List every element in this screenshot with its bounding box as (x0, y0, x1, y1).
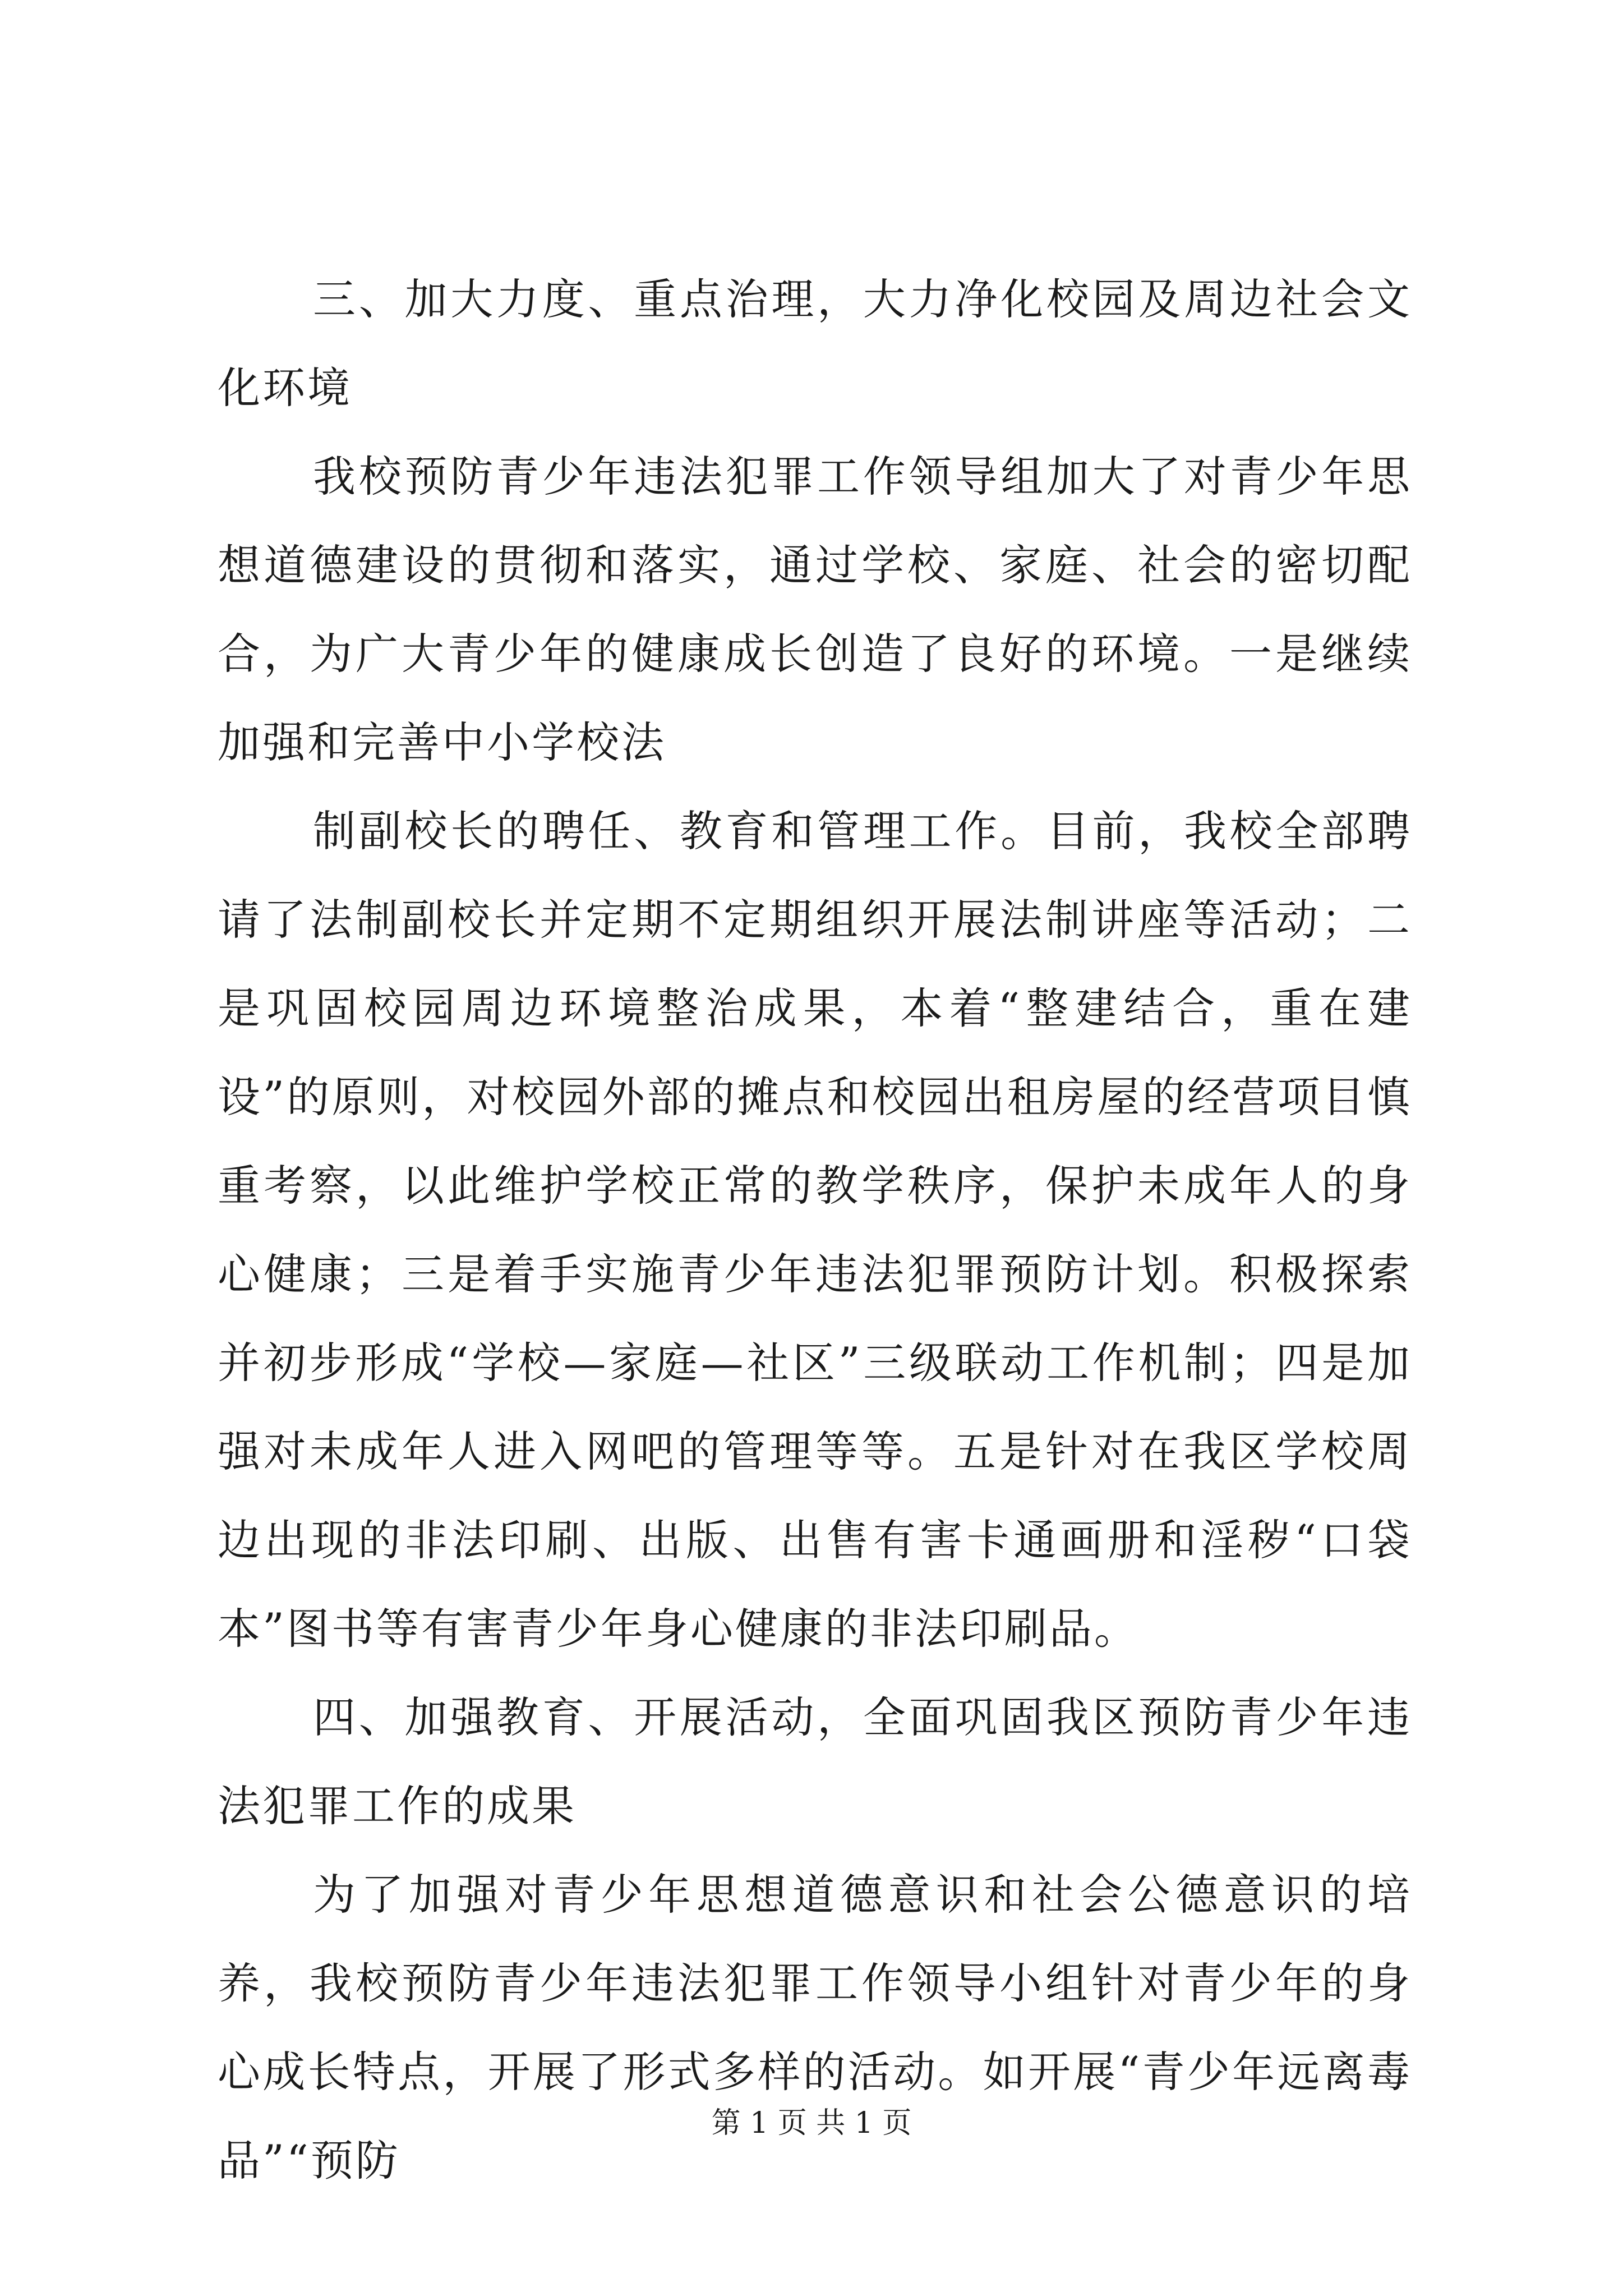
body-paragraph: 制副校长的聘任、教育和管理工作。目前，我校全部聘请了法制副校长并定期不定期组织开展法制讲座等活动；二是巩固校园周边环境整治成果，本着“整建结合，重在建设”的原则，对校园外部的摊点和校园出租房屋的经营项目慎重考察，以此维护学校正常的教学秩序，保护未成年人的身心健康；三是着手实施青少年违法犯罪预防计划。积极探索并初步形成“学校—家庭—社区”三级联动工作机制；四是加强对未成年人进入网吧的管理等等。五是针对在我区学校周边出现的非法印刷、出版、出售有害卡通画册和淫秽“口袋本”图书等有害青少年身心健康的非法印刷品。 (218, 806, 1412, 1654)
body-paragraph: 我校预防青少年违法犯罪工作领导组加大了对青少年思想道德建设的贯彻和落实，通过学校、家庭、社会的密切配合，为广大青少年的健康成长创造了良好的环境。一是继续加强和完善中小学校法 (218, 452, 1412, 767)
section-heading-4: 四、加强教育、开展活动，全面巩固我区预防青少年违法犯罪工作的成果 (218, 1692, 1412, 1831)
body-paragraph: 为了加强对青少年思想道德意识和社会公德意识的培养，我校预防青少年违法犯罪工作领导小组针对青少年的身心成长特点，开展了形式多样的活动。如开展“青少年远离毒品”“预防 (218, 1870, 1412, 2185)
section-heading-3: 三、加大力度、重点治理，大力净化校园及周边社会文化环境 (218, 274, 1412, 413)
document-body (218, 255, 1412, 2205)
page-footer: 第 1 页 共 1 页 (711, 2106, 912, 2140)
